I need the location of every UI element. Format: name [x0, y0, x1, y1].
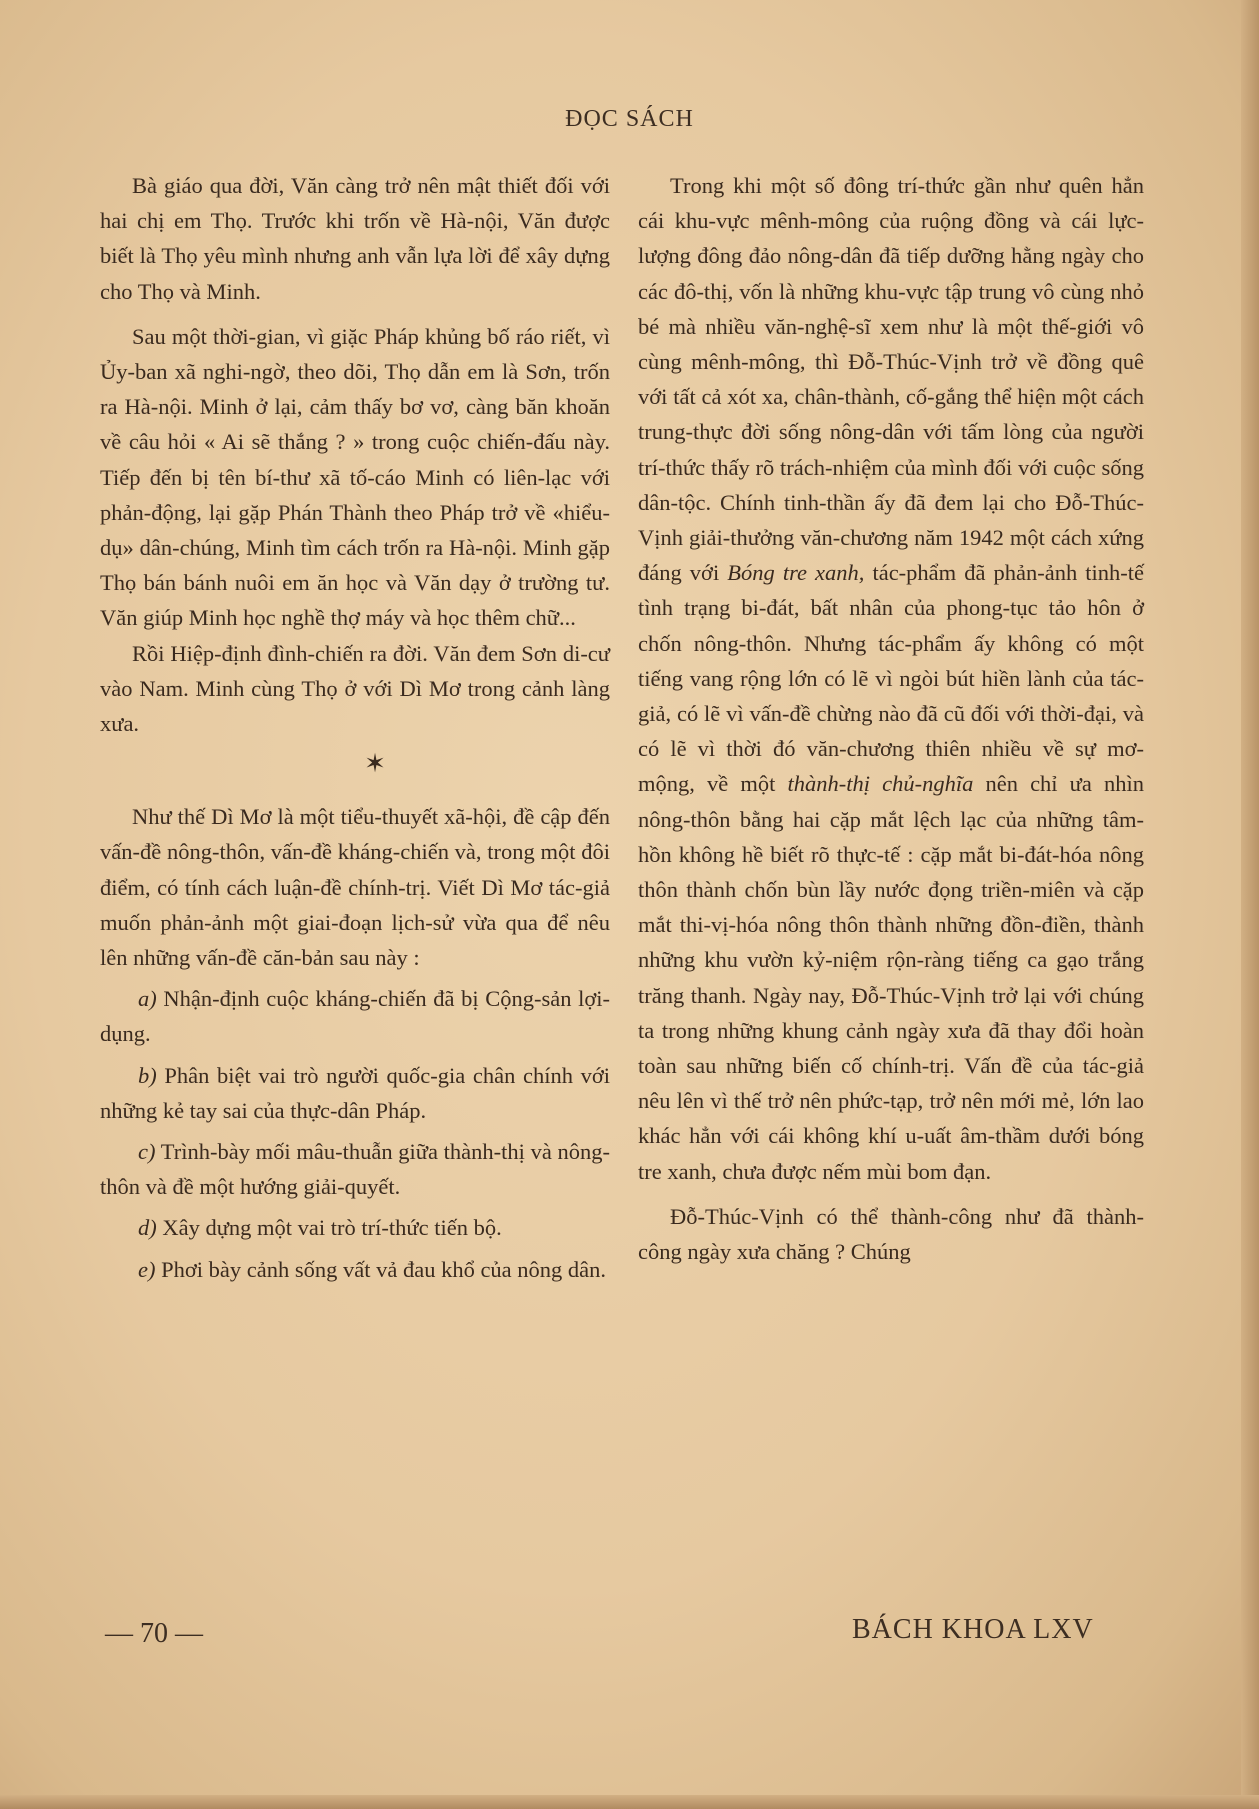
list-item-text: Phân biệt vai trò người quốc-gia chân chính với những kẻ tay sai của thực-dân Pháp.	[100, 1062, 610, 1123]
list-item-a	[100, 981, 610, 1051]
list-item-text: Nhận-định cuộc kháng-chiến đã bị Cộng-sản lợi-dụng.	[100, 986, 611, 1047]
list-marker: b)	[138, 1062, 157, 1088]
list-marker: e)	[138, 1256, 156, 1282]
section-header: ĐỌC SÁCH	[565, 106, 694, 132]
right-paragraph-1	[638, 168, 1144, 1189]
list-marker: a)	[138, 986, 157, 1012]
list-item-d	[100, 1210, 610, 1245]
right-paragraph-2: Đỗ-Thúc-Vịnh có thể thành-công như đã thành-công ngày xưa chăng ? Chúng	[638, 1203, 1144, 1265]
list-item-text: Xây dựng một vai trò trí-thức tiến bộ.	[162, 1215, 502, 1241]
left-paragraph-3: Rồi Hiệp-định đình-chiến ra đời. Văn đem Sơn di-cư vào Nam. Minh cùng Thọ ở với Dì Mơ trong cảnh làng xưa.	[100, 640, 610, 737]
page-number: — 70 —	[105, 1618, 203, 1649]
left-column	[100, 168, 610, 1287]
magazine-issue: BÁCH KHOA LXV	[852, 1614, 1094, 1645]
right-paragraph-1-part-3: nên chỉ ưa nhìn nông-thôn bằng hai cặp mắt lệch lạc của những tâm-hồn không hề biết rõ thực-tế : cặp mắt bi-đát-hóa nông thôn thành chốn bùn lầy nước đọng triền-miên và cặp mắt thi-vị-hóa nông thôn thành những đồn-điền, thành những khu vườn kỷ-niệm rộn-ràng tiếng ca gạo trắng trăng thanh. Ngày nay, Đỗ-Thúc-Vịnh trở lại với chúng ta trong những khung cảnh ngày xưa đã thay đổi hoàn toàn sau những biến cố chính-trị. Vấn đề của tác-giả nêu lên vì thế trở nên phức-tạp, trở nên mới mẻ, lớn lao khác hẳn với cái không khí u-uất âm-thầm dưới bóng tre xanh, chưa được nếm mùi bom đạn.	[638, 771, 1144, 1184]
list-item-e	[100, 1252, 610, 1287]
list-item-text: Trình-bày mối mâu-thuẫn giữa thành-thị và nông-thôn và đề một hướng giải-quyết.	[100, 1139, 611, 1200]
left-paragraph-1: Bà giáo qua đời, Văn càng trở nên mật thiết đối với hai chị em Thọ. Trước khi trốn về Hà-nội, Văn được biết là Thọ yêu mình nhưng anh vẫn lựa lời để xây dựng cho Thọ và Minh.	[100, 173, 610, 304]
list-marker: c)	[138, 1139, 156, 1165]
list-item-c	[100, 1134, 610, 1204]
book-title-bong-tre-xanh: Bóng tre xanh,	[727, 560, 865, 586]
left-paragraph-4: Như thế Dì Mơ là một tiểu-thuyết xã-hội, đề cập đến vấn-đề nông-thôn, vấn-đề kháng-chiến và, trong một đôi điểm, có tính cách luận-đề chính-trị. Viết Dì Mơ tác-giả muốn phản-ảnh một giai-đoạn lịch-sử vừa qua để nêu lên những vấn-đề căn-bản sau này :	[100, 804, 610, 971]
list-item-text: Phơi bày cảnh sống vất vả đau khổ của nông dân.	[161, 1256, 607, 1282]
italic-phrase: thành-thị chủ-nghĩa	[787, 771, 974, 797]
star-divider: ✶	[364, 749, 386, 779]
right-paragraph-1-part-2: tác-phẩm đã phản-ảnh tinh-tế tình trạng bi-đát, bất nhân của phong-tục tảo hôn ở chốn nông-thôn. Nhưng tác-phẩm ấy không có một tiếng vang rộng lớn có lẽ vì ngòi bút hiền lành của tác-giả, có lẽ vì vấn-đề chừng nào đã cũ đối với thời-đại, và có lẽ vì thời đó văn-chương thiên nhiều về sự mơ-mộng, về một	[638, 560, 1145, 797]
right-paragraph-1-part-1: Trong khi một số đông trí-thức gần như quên hẳn cái khu-vực mênh-mông của ruộng đồng và cái lực-lượng đông đảo nông-dân đã tiếp dưỡng hằng ngày cho các đô-thị, vốn là những khu-vực tập trung vô cùng nhỏ bé mà nhiều văn-nghệ-sĩ xem như là một thế-giới vô cùng mênh-mông, thì Đỗ-Thúc-Vịnh trở về đồng quê với tất cả xót xa, chân-thành, cố-gắng thể hiện một cách trung-thực đời sống nông-dân với tấm lòng của người trí-thức thấy rõ trách-nhiệm của mình đối với cuộc sống dân-tộc. Chính tinh-thần ấy đã đem lại cho Đỗ-Thúc-Vịnh giải-thưởng văn-chương năm 1942 một cách xứng đáng với	[638, 173, 1144, 586]
list-item-b	[100, 1058, 610, 1128]
left-paragraph-2: Sau một thời-gian, vì giặc Pháp khủng bố ráo riết, vì Ủy-ban xã nghi-ngờ, theo dõi, Thọ dẫn em là Sơn, trốn ra Hà-nội. Minh ở lại, cảm thấy bơ vơ, càng băn khoăn về câu hỏi « Ai sẽ thắng ? » trong cuộc chiến-đấu này. Tiếp đến bị tên bí-thư xã tố-cáo Minh có liên-lạc với phản-động, lại gặp Phán Thành theo Pháp trở về «hiểu-dụ» dân-chúng, Minh tìm cách trốn ra Hà-nội. Minh gặp Thọ bán bánh nuôi em ăn học và Văn dạy ở trường tư. Văn giúp Minh học nghề thợ máy và học thêm chữ...	[100, 323, 610, 631]
page-edge-bottom	[0, 1795, 1259, 1809]
right-column	[638, 168, 1144, 1269]
page-edge-right	[1241, 0, 1259, 1809]
list-marker: d)	[138, 1215, 157, 1241]
